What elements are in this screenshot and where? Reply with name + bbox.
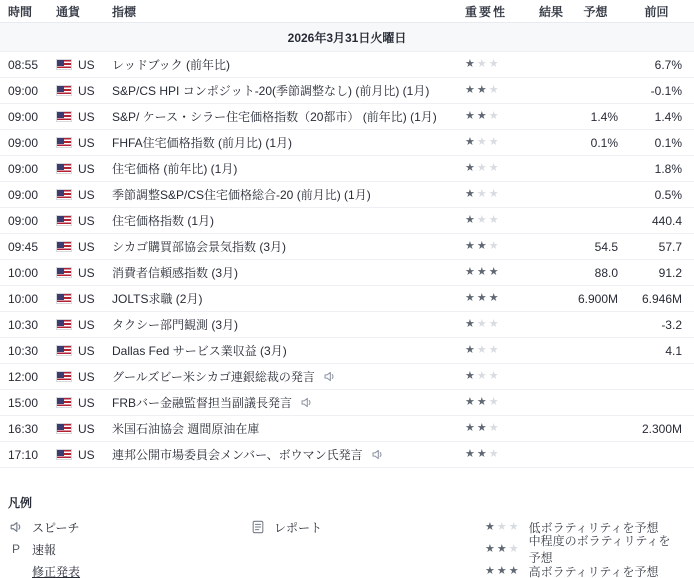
star-filled-icon: ★ — [488, 266, 501, 278]
currency-code: US — [78, 421, 95, 436]
star-empty-icon: ★ — [488, 448, 501, 460]
currency-code: US — [78, 447, 95, 462]
event-time: 12:00 — [8, 369, 39, 384]
legend-section — [0, 494, 694, 578]
currency-code: US — [78, 369, 95, 384]
event-currency — [56, 266, 112, 280]
event-indicator — [112, 394, 465, 411]
event-previous: 1.8% — [654, 161, 682, 176]
star-filled-icon: ★ — [465, 344, 477, 356]
us-flag-icon — [56, 111, 72, 122]
importance-stars — [465, 449, 529, 460]
legend-revised-link[interactable]: 修正発表 — [32, 564, 81, 578]
star-empty-icon: ★ — [508, 542, 521, 555]
col-header-importance: 重要性 — [465, 4, 508, 19]
event-currency — [56, 318, 112, 332]
currency-code: US — [78, 317, 95, 332]
event-row[interactable] — [0, 312, 694, 338]
us-flag-icon — [56, 137, 72, 148]
event-indicator — [112, 82, 465, 99]
us-flag-icon — [56, 59, 72, 70]
event-forecast: 1.4% — [590, 109, 618, 124]
event-time: 09:00 — [8, 83, 39, 98]
event-time: 10:30 — [8, 317, 39, 332]
event-previous: 6.946M — [641, 291, 682, 306]
star-empty-icon: ★ — [488, 214, 501, 226]
event-previous: -0.1% — [650, 83, 682, 98]
event-indicator — [112, 160, 465, 177]
us-flag-icon — [56, 241, 72, 252]
star-empty-icon: ★ — [488, 318, 501, 330]
currency-code: US — [78, 83, 95, 98]
indicator-label: 住宅価格指数 (1月) — [112, 214, 215, 228]
event-previous: 0.5% — [654, 187, 682, 202]
col-header-result: 結果 — [538, 4, 563, 19]
event-indicator — [112, 342, 465, 359]
star-filled-icon: ★ — [485, 520, 497, 533]
legend-speech — [8, 516, 250, 538]
star-filled-icon: ★ — [465, 370, 477, 382]
event-indicator — [112, 212, 465, 229]
star-empty-icon: ★ — [476, 162, 489, 174]
volatility-label: 低ボラティリティを予想 — [528, 520, 659, 535]
event-forecast: 0.1% — [590, 135, 618, 150]
event-row[interactable] — [0, 416, 694, 442]
indicator-label: Dallas Fed サービス業収益 (3月) — [112, 344, 287, 358]
event-previous: 2.300M — [641, 421, 682, 436]
importance-stars — [465, 85, 529, 96]
event-time: 10:00 — [8, 265, 39, 280]
event-indicator — [112, 264, 465, 281]
event-currency — [56, 422, 112, 436]
star-filled-icon: ★ — [465, 266, 477, 278]
event-time: 09:00 — [8, 187, 39, 202]
importance-stars — [465, 59, 529, 70]
star-filled-icon: ★ — [476, 240, 489, 252]
event-row[interactable] — [0, 156, 694, 182]
star-filled-icon: ★ — [476, 84, 489, 96]
importance-stars — [465, 319, 529, 330]
event-time: 09:00 — [8, 109, 39, 124]
star-filled-icon: ★ — [465, 318, 477, 330]
legend-flash-label: 速報 — [32, 542, 57, 557]
star-filled-icon: ★ — [465, 58, 477, 70]
star-empty-icon: ★ — [476, 136, 489, 148]
event-previous: 440.4 — [651, 213, 682, 228]
star-filled-icon: ★ — [465, 448, 477, 460]
flash-p-icon: P — [11, 542, 20, 556]
us-flag-icon — [56, 189, 72, 200]
event-previous: 1.4% — [654, 109, 682, 124]
star-filled-icon: ★ — [465, 214, 477, 226]
us-flag-icon — [56, 397, 72, 408]
us-flag-icon — [56, 449, 72, 460]
event-time: 08:55 — [8, 57, 39, 72]
star-filled-icon: ★ — [476, 422, 489, 434]
event-currency — [56, 214, 112, 228]
event-currency — [56, 448, 112, 462]
star-filled-icon: ★ — [496, 542, 509, 555]
event-rows — [0, 52, 694, 468]
event-indicator — [112, 186, 465, 203]
event-time: 10:00 — [8, 291, 39, 306]
speech-speaker-icon — [323, 370, 336, 383]
star-empty-icon: ★ — [488, 422, 501, 434]
star-filled-icon: ★ — [508, 564, 521, 577]
event-indicator — [112, 420, 465, 437]
event-row[interactable] — [0, 442, 694, 468]
legend-volatility-medium — [485, 534, 682, 565]
star-empty-icon: ★ — [508, 520, 521, 533]
report-document-icon — [250, 520, 266, 534]
event-row[interactable] — [0, 104, 694, 130]
importance-stars — [465, 397, 529, 408]
star-filled-icon: ★ — [465, 396, 477, 408]
currency-code: US — [78, 57, 95, 72]
indicator-label: タクシー部門観測 (3月) — [112, 318, 239, 332]
indicator-label: S&P/CS HPI コンポジット-20(季節調整なし) (前月比) (1月) — [112, 84, 430, 98]
event-currency — [56, 84, 112, 98]
us-flag-icon — [56, 371, 72, 382]
star-empty-icon: ★ — [488, 84, 501, 96]
star-filled-icon: ★ — [465, 422, 477, 434]
event-indicator — [112, 368, 465, 385]
event-time: 09:00 — [8, 161, 39, 176]
star-empty-icon: ★ — [488, 110, 501, 122]
us-flag-icon — [56, 423, 72, 434]
indicator-label: グールズビー米シカゴ連銀総裁の発言 — [112, 370, 315, 384]
col-header-currency: 通貨 — [56, 4, 81, 19]
star-filled-icon: ★ — [465, 240, 477, 252]
star-filled-icon: ★ — [496, 564, 509, 577]
event-indicator — [112, 108, 465, 125]
star-empty-icon: ★ — [488, 396, 501, 408]
importance-stars — [465, 189, 529, 200]
star-filled-icon: ★ — [476, 448, 489, 460]
event-currency — [56, 110, 112, 124]
volatility-label: 中程度のボラティリティを予想 — [528, 534, 671, 565]
currency-code: US — [78, 213, 95, 228]
star-empty-icon: ★ — [488, 58, 501, 70]
currency-code: US — [78, 291, 95, 306]
indicator-label: 住宅価格 (前年比) (1月) — [112, 162, 238, 176]
indicator-label: FHFA住宅価格指数 (前月比) (1月) — [112, 136, 292, 150]
col-header-previous: 前回 — [644, 4, 669, 19]
event-time: 09:00 — [8, 213, 39, 228]
star-empty-icon: ★ — [476, 188, 489, 200]
currency-code: US — [78, 343, 95, 358]
importance-stars — [465, 423, 529, 434]
event-row[interactable] — [0, 208, 694, 234]
star-empty-icon: ★ — [488, 136, 501, 148]
event-currency — [56, 58, 112, 72]
event-previous: 6.7% — [654, 57, 682, 72]
event-indicator — [112, 238, 465, 255]
legend-report-label: レポート — [274, 520, 323, 535]
event-row[interactable] — [0, 182, 694, 208]
star-filled-icon: ★ — [476, 292, 489, 304]
currency-code: US — [78, 395, 95, 410]
star-filled-icon: ★ — [488, 292, 501, 304]
us-flag-icon — [56, 267, 72, 278]
star-filled-icon: ★ — [465, 292, 477, 304]
col-header-time: 時間 — [8, 4, 33, 19]
star-empty-icon: ★ — [488, 188, 501, 200]
indicator-label: レッドブック (前年比) — [112, 58, 231, 72]
event-currency — [56, 188, 112, 202]
indicator-label: S&P/ ケース・シラー住宅価格指数（20都市） (前年比) (1月) — [112, 110, 437, 124]
star-empty-icon: ★ — [488, 370, 501, 382]
event-forecast: 54.5 — [594, 239, 618, 254]
indicator-label: 季節調整S&P/CS住宅価格総合-20 (前月比) (1月) — [112, 188, 371, 202]
speech-speaker-icon — [300, 396, 313, 409]
star-filled-icon: ★ — [465, 84, 477, 96]
star-empty-icon: ★ — [476, 318, 489, 330]
event-row[interactable] — [0, 234, 694, 260]
event-currency — [56, 162, 112, 176]
star-empty-icon: ★ — [476, 344, 489, 356]
legend-flash — [8, 538, 250, 560]
event-currency — [56, 240, 112, 254]
us-flag-icon — [56, 85, 72, 96]
event-row[interactable] — [0, 52, 694, 78]
speech-speaker-icon — [8, 520, 24, 534]
currency-code: US — [78, 187, 95, 202]
event-time: 09:00 — [8, 135, 39, 150]
importance-stars — [465, 241, 529, 252]
star-empty-icon: ★ — [476, 214, 489, 226]
event-currency — [56, 370, 112, 384]
event-row[interactable] — [0, 286, 694, 312]
indicator-label: JOLTS求職 (2月) — [112, 292, 203, 306]
star-empty-icon: ★ — [488, 162, 501, 174]
indicator-label: 米国石油協会 週間原油在庫 — [112, 422, 260, 436]
star-empty-icon: ★ — [488, 344, 501, 356]
event-forecast: 88.0 — [594, 265, 618, 280]
event-currency — [56, 344, 112, 358]
col-header-indicator: 指標 — [112, 4, 137, 19]
legend-title: 凡例 — [8, 496, 33, 510]
event-currency — [56, 292, 112, 306]
importance-stars — [465, 371, 529, 382]
importance-stars — [485, 566, 521, 577]
star-filled-icon: ★ — [465, 188, 477, 200]
event-previous: 0.1% — [654, 135, 682, 150]
indicator-label: 連邦公開市場委員会メンバー、ボウマン氏発言 — [112, 448, 363, 462]
star-filled-icon: ★ — [465, 162, 477, 174]
col-header-forecast: 予想 — [583, 4, 608, 19]
importance-stars — [485, 522, 521, 533]
star-empty-icon: ★ — [476, 370, 489, 382]
star-filled-icon: ★ — [465, 110, 477, 122]
event-row[interactable] — [0, 78, 694, 104]
star-empty-icon: ★ — [496, 520, 509, 533]
importance-stars — [465, 215, 529, 226]
star-filled-icon: ★ — [485, 542, 497, 555]
volatility-label: 高ボラティリティを予想 — [528, 564, 659, 578]
importance-stars — [465, 267, 529, 278]
event-time: 17:10 — [8, 447, 39, 462]
star-filled-icon: ★ — [476, 396, 489, 408]
event-forecast: 6.900M — [577, 291, 618, 306]
importance-stars — [465, 137, 529, 148]
event-indicator — [112, 316, 465, 333]
us-flag-icon — [56, 293, 72, 304]
us-flag-icon — [56, 163, 72, 174]
event-currency — [56, 396, 112, 410]
us-flag-icon — [56, 345, 72, 356]
event-time: 10:30 — [8, 343, 39, 358]
star-empty-icon: ★ — [476, 58, 489, 70]
event-time: 16:30 — [8, 421, 39, 436]
currency-code: US — [78, 161, 95, 176]
event-previous: -3.2 — [661, 317, 682, 332]
legend-grid — [8, 516, 682, 578]
event-row[interactable] — [0, 260, 694, 286]
legend-speech-label: スピーチ — [32, 520, 80, 535]
importance-stars — [465, 345, 529, 356]
importance-stars — [485, 544, 521, 555]
indicator-label: FRBバー金融監督担当副議長発言 — [112, 396, 293, 410]
legend-volatility-high — [485, 560, 682, 578]
star-empty-icon: ★ — [488, 240, 501, 252]
table-header-row — [0, 0, 694, 23]
event-indicator — [112, 134, 465, 151]
us-flag-icon — [56, 319, 72, 330]
importance-stars — [465, 293, 529, 304]
event-row[interactable] — [0, 338, 694, 364]
event-indicator — [112, 56, 465, 73]
event-row[interactable] — [0, 364, 694, 390]
event-previous: 57.7 — [658, 239, 682, 254]
event-row[interactable] — [0, 390, 694, 416]
importance-stars — [465, 163, 529, 174]
event-previous: 91.2 — [658, 265, 682, 280]
speech-speaker-icon — [371, 448, 384, 461]
event-previous: 4.1 — [665, 343, 682, 358]
date-header-label: 2026年3月31日火曜日 — [287, 30, 407, 45]
event-time: 15:00 — [8, 395, 39, 410]
date-header-row — [0, 23, 694, 52]
legend-revised — [8, 560, 250, 578]
indicator-label: シカゴ購買部協会景気指数 (3月) — [112, 240, 287, 254]
star-filled-icon: ★ — [476, 110, 489, 122]
us-flag-icon — [56, 215, 72, 226]
currency-code: US — [78, 265, 95, 280]
event-indicator — [112, 290, 465, 307]
star-filled-icon: ★ — [485, 564, 497, 577]
indicator-label: 消費者信頼感指数 (3月) — [112, 266, 239, 280]
star-filled-icon: ★ — [465, 136, 477, 148]
event-time: 09:45 — [8, 239, 39, 254]
legend-report — [250, 516, 485, 538]
currency-code: US — [78, 109, 95, 124]
importance-stars — [465, 111, 529, 122]
currency-code: US — [78, 239, 95, 254]
currency-code: US — [78, 135, 95, 150]
event-row[interactable] — [0, 130, 694, 156]
star-filled-icon: ★ — [476, 266, 489, 278]
event-currency — [56, 136, 112, 150]
event-indicator — [112, 446, 465, 463]
